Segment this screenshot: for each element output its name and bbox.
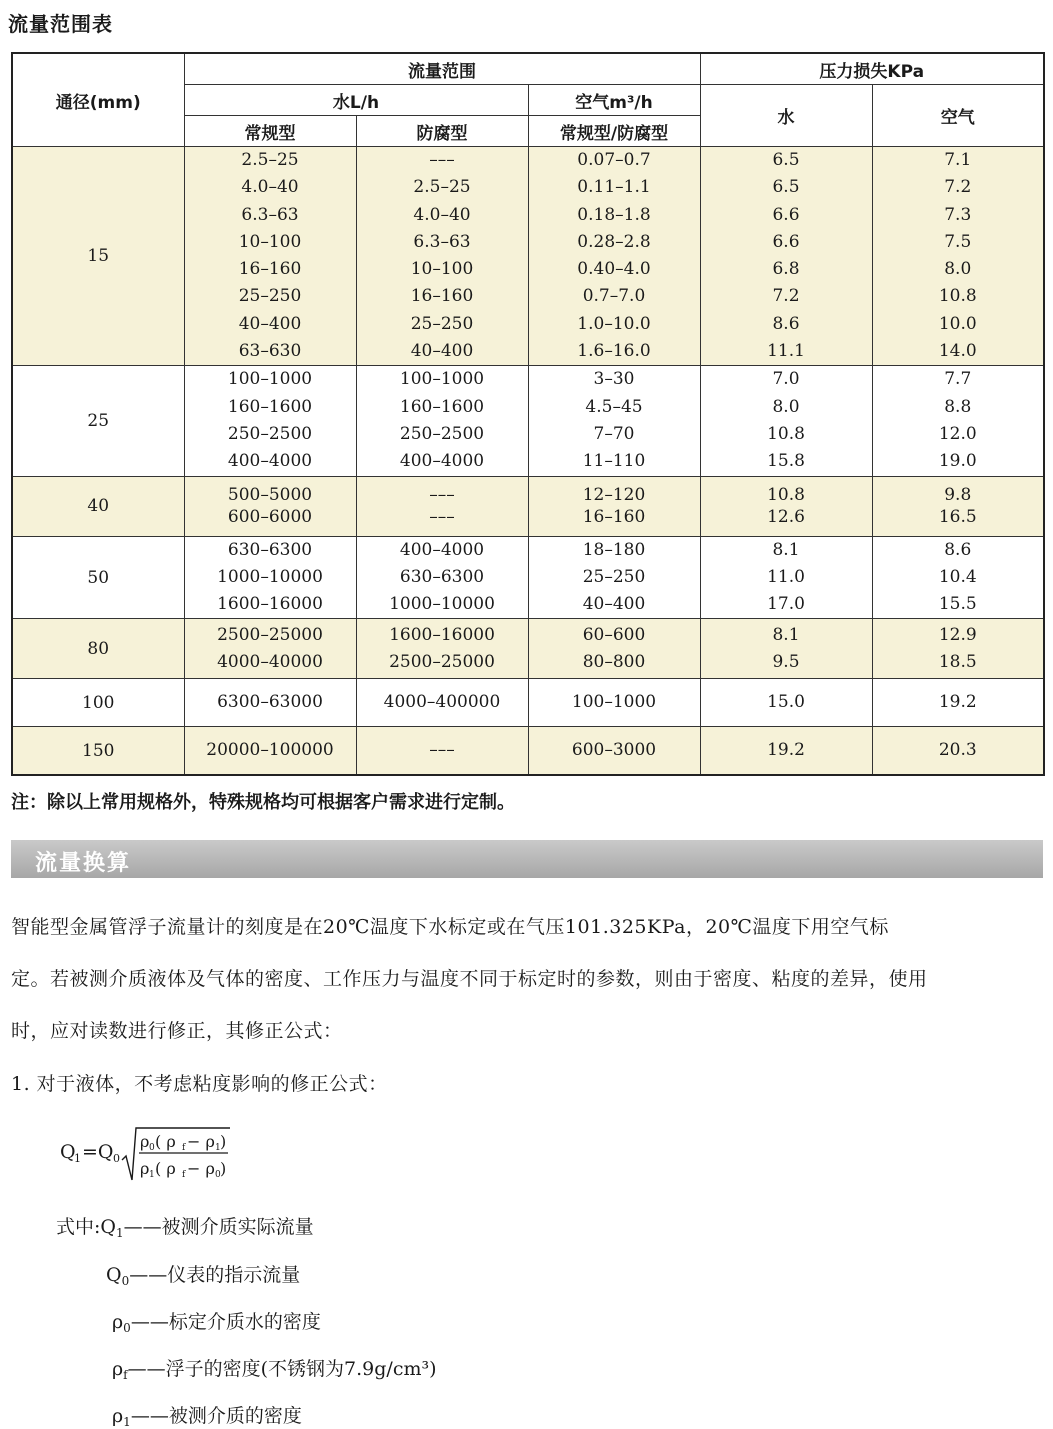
cell-anticorrosion (356, 619, 528, 679)
cell-value: 1000–10000 (389, 594, 495, 615)
header-pressure-loss: 压力损失KPa (700, 53, 1044, 85)
cell-value: 1000–10000 (217, 566, 323, 587)
cell-value: 10.8 (938, 286, 977, 307)
cell-value: 7.2 (772, 286, 800, 307)
header-diameter: 通径(mm) (12, 53, 184, 147)
svg-text:): ) (220, 1132, 227, 1151)
svg-text:ρ: ρ (140, 1132, 150, 1151)
table-group-row (12, 727, 1044, 775)
cell-value: 2.5–25 (241, 150, 299, 170)
cell-value: 60–600 (582, 624, 646, 645)
header-anticorrosion: 防腐型 (356, 116, 528, 147)
cell-value: 7.5 (944, 231, 972, 252)
legend-q1-text: ——被测介质实际流量 (123, 1216, 314, 1238)
legend-rhof (112, 1354, 437, 1382)
table-group-row (12, 476, 1044, 536)
cell-value: 17.0 (767, 594, 805, 615)
cell-value: 19.2 (767, 740, 805, 761)
svg-text:0: 0 (215, 1170, 221, 1180)
legend-rho1-text: ——被测介质的密度 (130, 1405, 302, 1427)
cell-value: 4.5–45 (585, 396, 643, 417)
cell-value: 250–2500 (399, 423, 485, 444)
cell-value: 15.8 (767, 451, 805, 472)
cell-value: 20.3 (938, 740, 977, 761)
cell-value: 0.28–2.8 (577, 231, 651, 252)
symbol-rho1: $\rho_1$ (112, 1405, 131, 1429)
cell-air (528, 536, 700, 619)
cell-air (528, 619, 700, 679)
cell-value: 7–70 (593, 423, 635, 444)
table-group-row (12, 536, 1044, 619)
cell-value: ––– (429, 150, 455, 170)
cell-value: 600–6000 (227, 507, 313, 528)
cell-value: 63–630 (238, 341, 302, 362)
cell-value: 8.0 (772, 396, 800, 417)
cell-value: 10–100 (238, 231, 302, 252)
cell-value: 1600–16000 (389, 624, 495, 645)
svg-text:− ρ: − ρ (187, 1159, 215, 1178)
cell-diameter: 80 (12, 619, 184, 679)
cell-diameter: 40 (12, 476, 184, 536)
cell-value: 250–2500 (227, 423, 313, 444)
cell-value: 80–800 (582, 651, 646, 672)
cell-value: 18–180 (582, 539, 646, 560)
cell-value: 400–4000 (227, 451, 313, 472)
header-loss-water: 水 (700, 85, 872, 147)
cell-loss-water (700, 619, 872, 679)
cell-diameter: 150 (12, 727, 184, 775)
section-banner (11, 840, 1043, 878)
cell-value: 12.9 (938, 624, 977, 645)
cell-value: 40–400 (582, 594, 646, 615)
cell-value: 16.5 (938, 507, 977, 528)
cell-loss-air (872, 679, 1044, 727)
cell-value: 1.6–16.0 (577, 341, 651, 362)
cell-value: 16–160 (238, 259, 302, 280)
cell-value: 25–250 (410, 313, 474, 334)
cell-normal (184, 366, 356, 476)
cell-value: 160–1600 (227, 396, 313, 417)
svg-text:( ρ: ( ρ (155, 1159, 176, 1178)
cell-value: 4000–400000 (383, 692, 501, 713)
cell-value: 4.0–40 (413, 204, 471, 225)
cell-value: 40–400 (410, 341, 474, 362)
cell-value: 11–110 (582, 451, 646, 472)
cell-value: 7.0 (772, 369, 800, 390)
cell-value: 15.0 (767, 692, 805, 713)
cell-value: 6.8 (772, 259, 800, 280)
cell-loss-water (700, 476, 872, 536)
cell-loss-air (872, 536, 1044, 619)
cell-normal (184, 727, 356, 775)
header-air-types: 常规型/防腐型 (528, 116, 700, 147)
cell-diameter: 15 (12, 147, 184, 366)
cell-value: 1600–16000 (217, 594, 323, 615)
cell-value: 0.07–0.7 (577, 150, 651, 170)
cell-air (528, 679, 700, 727)
cell-value: 400–4000 (399, 451, 485, 472)
legend-rho1 (112, 1401, 302, 1429)
cell-value: 19.2 (938, 692, 977, 713)
cell-value: 15.5 (938, 594, 977, 615)
correction-formula (60, 1118, 260, 1188)
cell-value: 6.3–63 (413, 231, 471, 252)
cell-loss-air (872, 619, 1044, 679)
cell-value: 3–30 (593, 369, 635, 390)
legend-q1 (56, 1212, 314, 1240)
cell-anticorrosion (356, 727, 528, 775)
table-group-row (12, 679, 1044, 727)
cell-value: 20000–100000 (206, 740, 334, 761)
legend-q0-text: ——仪表的指示流量 (129, 1264, 301, 1286)
cell-value: 100–1000 (571, 692, 657, 713)
cell-value: 0.18–1.8 (577, 204, 651, 225)
svg-text:− ρ: − ρ (187, 1132, 215, 1151)
svg-text:1: 1 (149, 1170, 155, 1180)
cell-value: 6.6 (772, 231, 800, 252)
cell-value: 10–100 (410, 259, 474, 280)
cell-value: 12.6 (767, 507, 805, 528)
cell-value: 160–1600 (399, 396, 485, 417)
formula-item-1: 1. 对于液体，不考虑粘度影响的修正公式： (11, 1073, 388, 1095)
cell-normal (184, 619, 356, 679)
cell-diameter: 50 (12, 536, 184, 619)
cell-diameter: 100 (12, 679, 184, 727)
cell-value: 8.6 (772, 313, 800, 334)
cell-value: 0.40–4.0 (577, 259, 651, 280)
cell-value: 7.1 (944, 150, 972, 170)
header-flow-range: 流量范围 (184, 53, 700, 85)
cell-value: 7.2 (944, 177, 972, 198)
table-group-row (12, 619, 1044, 679)
cell-value: 12.0 (938, 423, 977, 444)
cell-value: 100–1000 (399, 369, 485, 390)
cell-value: 16–160 (410, 286, 474, 307)
header-normal: 常规型 (184, 116, 356, 147)
legend-rho0 (112, 1307, 321, 1335)
symbol-q0: $Q_0$ (106, 1264, 130, 1288)
cell-value: 10.4 (938, 566, 977, 587)
cell-value: 18.5 (938, 651, 977, 672)
svg-text:f: f (182, 1143, 186, 1153)
cell-value: 500–5000 (227, 485, 313, 506)
cell-diameter: 25 (12, 366, 184, 476)
cell-loss-water (700, 366, 872, 476)
legend-q0 (106, 1260, 300, 1288)
cell-loss-water (700, 679, 872, 727)
cell-loss-water (700, 727, 872, 775)
cell-value: ––– (429, 740, 455, 761)
legend-rhof-text: ——浮子的密度(不锈钢为7.9g/cm³) (127, 1358, 437, 1380)
cell-value: 8.1 (772, 539, 800, 560)
symbol-rho0: $\rho_0$ (112, 1311, 131, 1335)
cell-anticorrosion (356, 679, 528, 727)
cell-value: 6.5 (772, 177, 800, 198)
cell-loss-air (872, 366, 1044, 476)
cell-loss-air (872, 476, 1044, 536)
cell-value: 40–400 (238, 313, 302, 334)
cell-air (528, 727, 700, 775)
cell-value: 8.1 (772, 624, 800, 645)
cell-value: 4000–40000 (217, 651, 323, 672)
cell-value: 6.3–63 (241, 204, 299, 225)
cell-value: 10.8 (767, 485, 805, 506)
cell-value: ––– (429, 507, 455, 528)
cell-value: 630–6300 (399, 566, 485, 587)
cell-value: 19.0 (938, 451, 977, 472)
symbol-q1: $Q_1$ (100, 1216, 124, 1240)
cell-anticorrosion (356, 147, 528, 366)
cell-value: 600–3000 (571, 740, 657, 761)
cell-loss-water (700, 147, 872, 366)
cell-value: 6.5 (772, 150, 800, 170)
cell-value: 9.8 (944, 485, 972, 506)
cell-value: 16–160 (582, 507, 646, 528)
table-note: 注：除以上常用规格外，特殊规格均可根据客户需求进行定制。 (11, 792, 515, 813)
cell-value: 11.1 (767, 341, 805, 362)
svg-text:): ) (220, 1159, 227, 1178)
cell-value: 4.0–40 (241, 177, 299, 198)
paragraph-line-2: 定。若被测介质液体及气体的密度、工作压力与温度不同于标定时的参数，则由于密度、粘度的差异，使用 (11, 968, 928, 990)
cell-value: 400–4000 (399, 539, 485, 560)
cell-normal (184, 536, 356, 619)
cell-value: 7.7 (944, 369, 972, 390)
legend-rho0-text: ——标定介质水的密度 (130, 1311, 321, 1333)
formula-q1: Q (60, 1141, 76, 1163)
svg-text:0: 0 (113, 1152, 120, 1165)
header-water: 水L/h (184, 85, 528, 116)
svg-text:=Q: =Q (82, 1141, 114, 1163)
header-loss-air: 空气 (872, 85, 1044, 147)
svg-text:f: f (182, 1170, 186, 1180)
banner-title: 流量换算 (35, 851, 132, 876)
cell-value: 630–6300 (227, 539, 313, 560)
cell-value: 25–250 (582, 566, 646, 587)
section-title: 流量范围表 (8, 12, 113, 36)
svg-text:1: 1 (215, 1143, 221, 1153)
cell-anticorrosion (356, 536, 528, 619)
cell-value: 25–250 (238, 286, 302, 307)
cell-normal (184, 476, 356, 536)
cell-value: 14.0 (938, 341, 977, 362)
cell-air (528, 366, 700, 476)
cell-value: 2500–25000 (389, 651, 495, 672)
cell-value: 7.3 (944, 204, 972, 225)
cell-value: 8.6 (944, 539, 972, 560)
cell-normal (184, 147, 356, 366)
svg-text:1: 1 (74, 1152, 81, 1165)
cell-loss-water (700, 536, 872, 619)
cell-value: 11.0 (767, 566, 805, 587)
cell-air (528, 476, 700, 536)
paragraph-line-3: 时，应对读数进行修正，其修正公式： (11, 1020, 343, 1042)
header-air: 空气m³/h (528, 85, 700, 116)
cell-value: ––– (429, 485, 455, 506)
cell-anticorrosion (356, 366, 528, 476)
cell-value: 100–1000 (227, 369, 313, 390)
cell-value: 0.11–1.1 (577, 177, 651, 198)
cell-value: 1.0–10.0 (577, 313, 651, 334)
cell-value: 6.6 (772, 204, 800, 225)
legend-prefix: 式中: (56, 1216, 101, 1238)
cell-air (528, 147, 700, 366)
cell-value: 12–120 (582, 485, 646, 506)
cell-value: 8.8 (944, 396, 972, 417)
cell-value: 9.5 (772, 651, 800, 672)
cell-value: 10.0 (938, 313, 977, 334)
cell-value: 0.7–7.0 (582, 286, 646, 307)
paragraph-line-1: 智能型金属管浮子流量计的刻度是在20℃温度下水标定或在气压101.325KPa，20℃温度下用空气标 (11, 916, 889, 938)
cell-normal (184, 679, 356, 727)
table-group-row (12, 147, 1044, 366)
cell-loss-air (872, 727, 1044, 775)
cell-anticorrosion (356, 476, 528, 536)
cell-value: 2.5–25 (413, 177, 471, 198)
svg-text:0: 0 (149, 1143, 155, 1153)
svg-text:ρ: ρ (140, 1159, 150, 1178)
table-group-row (12, 366, 1044, 476)
cell-loss-air (872, 147, 1044, 366)
flow-range-table (11, 52, 1045, 776)
svg-text:( ρ: ( ρ (155, 1132, 176, 1151)
cell-value: 8.0 (944, 259, 972, 280)
cell-value: 6300–63000 (217, 692, 323, 713)
cell-value: 2500–25000 (217, 624, 323, 645)
cell-value: 10.8 (767, 423, 805, 444)
symbol-rhof: $\rho_f$ (112, 1358, 128, 1382)
